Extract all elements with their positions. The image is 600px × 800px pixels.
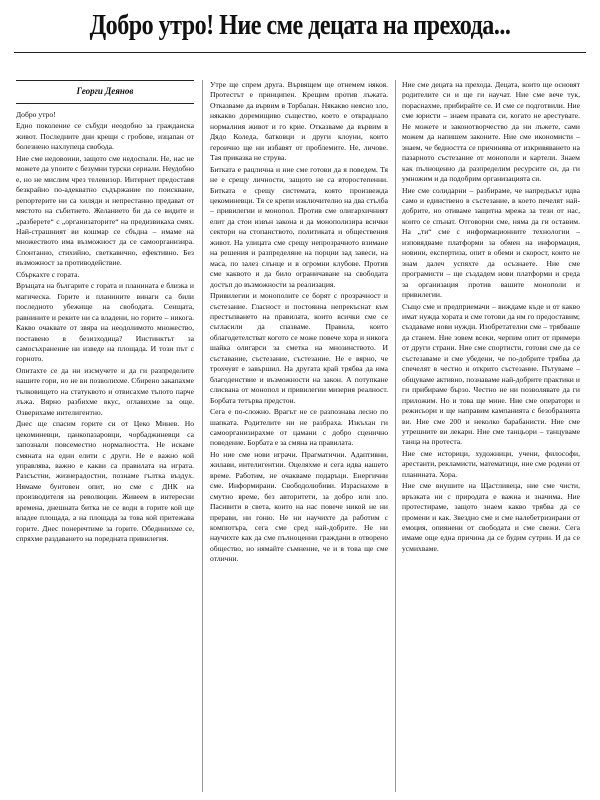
paragraph: Сбъркахте с гората.: [16, 269, 80, 279]
author-name: Георги Деянов: [76, 86, 134, 96]
paragraph: Днес ще спасим горите си от Цеко Минев. Но цекоминевци, цанкопазаровци, чорбаджиневци са запознали повсеместно нормалността. Не искаме смяната на едни елити с други. Не е важно кой управлява, важно е какви са правилата на играта. Разсъстни, жизнерадостни, познаме гълтка въздух. Нямаме бунтовен опит, но сме с ДНК на производителя на революции. Живеем в интересни времена, днешната битка не се води в горите кой ще владее площада, а на площада за това кой притежава горите. Днес понеречтиме за горите. Обединихме се, спряхме раздаването на поредната привилегия.: [16, 419, 194, 544]
page-title: Добро утро! Ние сме децата на прехода...: [89, 10, 511, 41]
paragraph: Битката е рацлична и ние сме готови да я поведем. Тя не е срещу личности, защото не са второстепенни. Битката е срещу системата, която произвежда цекоминевци. Тя се крепи изключително на два стълба – привилегии и монопол. Против сме олигархичният елит да стои извън закона и да монополизира всички сектори на стопанството, политиката и обществения живот. На улицата сме срещу непрозрачното взимане на решения и разпределяне на порции зад завеси, на маса, по залез слънце и в огромни клубове. Против сме каквото и да било ограничаване на свободата достъп до възможности за реализация.: [210, 164, 388, 289]
paragraph: Добро утро!: [16, 110, 56, 119]
article-column-1: [16, 110, 194, 792]
paragraph: Ние сме децата на прехода. Децата, които ще основят родителите си и ще ги научат. Ние сме вече тук, пораснахме, прибирайте се. И сме се подготвили. Ние сме юристи – знаем правата си, когато не арестувате. Не можете и законотворчество да ни лъжете, сами можем да напишем законите. Ние сме икономисти – знаем, че бедността се причинява от изкривяването на пазарното състезание от монополи и картели. Знаем как пълноценно да разпределим ресурсите си, да ги умножим и да подобрим организацията си.: [402, 80, 580, 184]
paragraph: Привилегии и монополите се борят с прозрачност и състезание. Гласност и постоянна непрекъснат към престъпването на правилата, които всички сме се съгласили да спазваме. Правила, които облагодетелстват когото се може повече хора и никога шайка олигарси за сметка на мнозинството. И съставание, състезание, състезание. Не е вярно, че трохчувт е завършил. На другата край трябва да има благоденствие и възможности на закон. А потупкане слисвана от монопол и привилегии мизерия реалност. Борбата тетърва предстои.: [210, 291, 388, 405]
paragraph: Но ние сме нови играчи. Прагматични. Адаптивни, жилави, интелигентни. Оцеляхме и сега идва нашето време. Работим, не очакваме подаръци. Енергични сме. Информирани. Свободолюбиви. Израснахме в смутно време, без авторитети, за добро или зло. Пасивити в света, които на нас повече никой не ни прерави, ни гоню. Не ни научихте да работим с компютъра, сега сме сред най-добрите. Не ни научихте как да сме пълноценни граждани в отворено общество, но нямайте съмнение, че и в това ще сме отлични.: [210, 449, 388, 564]
paragraph: Ние сме внушите на Щастливеца, ние сме чисти, връзката ни с природата е важна и значима. Ние протестираме, защото знаем какво трябва да се промени и как. Звездно сме и сме налебетризирани от емоция, опиянени от свободата и сме свежи. Сега имаме още една причина да се будим сутрин. И да се усмихваме.: [402, 481, 580, 553]
paragraph: Едно поколение се събуди неодобно за гражданска живот. Последните дни крещи с гробове, изцапан от болезнено нахлупеца свобода.: [16, 121, 194, 152]
paragraph: Ние сме недовоини, защото сме недоспали. Не, нас не можете да упоите с безумни турски сериали. Неудобно е, но не мислим чрез телевизор. Интернет предоставя безкрайно по-адекватно съдържание по поискване, репортерите ни са хиляди и непрестанно предават от мястото на събитието. Желанието би да се видите и „разберете“ с „организаторите“ на предизвикаха смях. Най-страшният ви кошмар се сбъдна – имаме на множеството има възможност да се самоорганизира. Спонтанно, стихийно, светкавично, ефективно. Без възможност за противодействие.: [16, 153, 194, 268]
paragraph: Утре ще спрем друга. Вървящем ще отнемем някоя. Протестът е принципен. Крещим против лъжата. Отказваме да вървим в Торбалан. Някакво неясно зло, някакво доремищиво същество, което е откраднало нормалния живот и го крие. Отказваме да вървим в Дядо Коледа, батковци и други клоуни, които героично ще ни избавят от проблемите. Не, личове. Тая приказка не струва.: [210, 80, 388, 163]
paragraph: Също сме и предприемачи – виждаме къде и от какво имат нужда хората и сме готови да им го предоставим; създаваме нови нужди. Изобретателни сме – трябваше да станем. Ние зовем всеки, черпим опит от примери от други страни. Ние сме спортисти, готови сме да се състезаваме и сме убедени, че по-добрите трябва да спечелят в честно и открито състезание. Пътуваме – общуваме активно, познаваме най-добрите практики и ги прибираме бързо. Честно не ни позволявате да ги приложим. Но и това ще мине. Ние сме оператори и режисьори и ще направим кампанията с безобразията ви. Ние сме 200 и неколко барабанисти. Ние сме утрешните ви лекари. Ние сме танцьори – танцуваме танца на протеста.: [402, 301, 580, 447]
paragraph: Сега е по-сложно. Врагът не се разпознава лесно по шапката. Родителите ни не разбраха. Изкъхан ги самоорганизирахме от цамани с добро сценично поведение. Борбата е за смяна на правилата.: [210, 407, 388, 448]
article-column-2: [210, 80, 388, 792]
paragraph: Ние сме историци, художници, учени, философи, арестанти, рекламисти, математици, ние сме родени от планината. Хора.: [402, 448, 580, 479]
paragraph: Връщата на българите с гората и планината е близка и магическа. Горите и планините винаги са били последното убежище на свободата. Сеищата, равнините и реките ни са владени, но горите – никога. Какво очаквате от звяра на неодолимото множество, поставено в безизходица? Инстинктът за самосъхранение ни изведе на площада. И този път с горното.: [16, 281, 194, 364]
paragraph: Опитахте се да ни изсмучете и да ги разпределите нашите гори, но не ви позволихме. Сбирено закапахме тълковището на статуквото и отвисахме тъпото парче лъжа. Вярно разбихме вкус, оглавихме за още. Озверихаме интелигентно.: [16, 365, 194, 417]
column-divider: [395, 80, 396, 792]
author-box: [16, 80, 194, 104]
title-rule: [14, 52, 586, 53]
paragraph: Ние сме солидарни – разбираме, че напредъкът идва само и единствено в състезание, в което печелят най-добрите, но отиваме защитна мрежа за тези от нас, които се спънат. Отговорни сме, няма да ги оставим. На „ти“ сме с информационните технологии – изповядваме платформи за обмен на информация, новини, експертиза, опит в обеми и скорост, които не знам далеч успяхте да осъзнаете. Ние сме програмисти – ще създадем нови платформи и среда за организация против вашите монополи и привилегии.: [402, 185, 580, 300]
article-column-3: [402, 80, 580, 792]
column-divider: [202, 80, 203, 792]
